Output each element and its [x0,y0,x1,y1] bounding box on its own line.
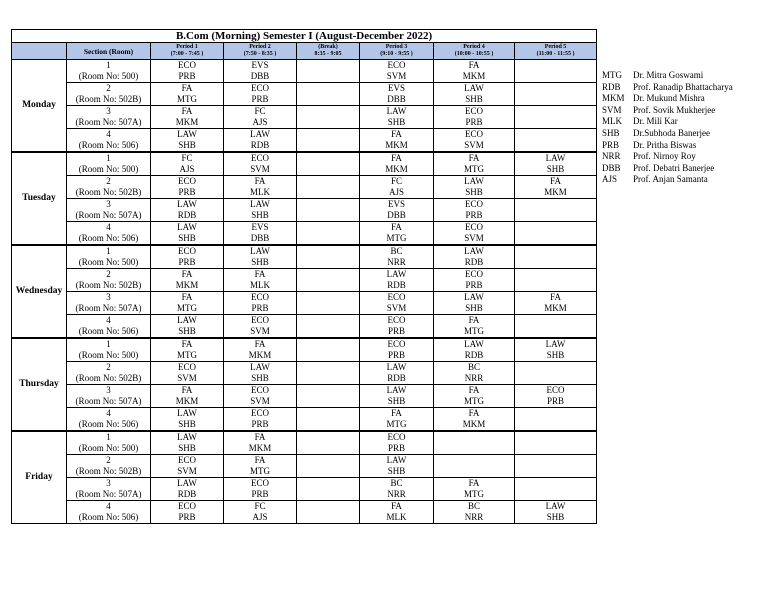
class-cell [515,199,597,222]
break-cell [297,362,360,385]
class-cell [515,106,597,129]
table-row [12,222,597,246]
header-row [12,43,597,60]
class-cell: ECO PRB [360,315,434,339]
legend-code: MLK [602,116,622,127]
class-cell: ECO PRB [151,60,224,83]
class-cell: LAW SHB [151,222,224,246]
class-cell: LAW SHB [151,431,224,455]
break-cell [297,199,360,222]
class-cell: BC NRR [434,501,515,524]
class-cell: ECO PRB [360,431,434,455]
class-cell: LAW SHB [224,245,297,269]
break-cell [297,245,360,269]
class-cell: EVS DBB [360,199,434,222]
legend-item [602,70,733,82]
legend-code: NRR [602,151,621,162]
table-row [12,83,597,106]
class-cell: FA MLK [224,269,297,292]
class-cell: BC NRR [360,245,434,269]
class-cell: LAW SHB [515,338,597,362]
class-cell: FA MLK [224,176,297,199]
legend-name: Dr. Mili Kar [633,116,678,127]
class-cell: LAW SHB [151,315,224,339]
legend-name: Prof. Sovik Mukherjee [633,104,716,115]
class-cell: FA MTG [151,83,224,106]
legend-name: Prof. Nirnoy Roy [633,151,696,162]
class-cell: EVS DBB [360,83,434,106]
class-cell [434,455,515,478]
legend-code: MKM [602,93,625,104]
class-cell [515,431,597,455]
class-cell: FC AJS [360,176,434,199]
class-cell: ECO SVM [151,455,224,478]
class-cell: BC NRR [434,362,515,385]
class-cell: FC AJS [151,152,224,176]
break-cell [297,106,360,129]
class-cell: LAW SHB [360,455,434,478]
timetable [11,29,597,524]
class-cell: ECO PRB [151,501,224,524]
section-cell: 3 (Room No: 507A) [67,385,151,408]
section-cell: 1 (Room No: 500) [67,338,151,362]
legend-item [602,128,733,140]
class-cell: ECO PRB [434,106,515,129]
class-cell: FA MTG [360,408,434,432]
class-cell: LAW SHB [151,408,224,432]
class-cell: ECO PRB [434,269,515,292]
period-header: Period 4 (10:00 - 10:55 ) [434,43,515,60]
table-row [12,152,597,176]
class-cell: LAW RDB [360,269,434,292]
break-cell [297,83,360,106]
legend-name: Prof. Ranadip Bhattacharya [633,81,733,92]
class-cell: FA MTG [434,478,515,501]
table-row [12,408,597,432]
break-cell [297,338,360,362]
class-cell: FA MKM [434,408,515,432]
section-cell: 3 (Room No: 507A) [67,478,151,501]
class-cell: BC NRR [360,478,434,501]
period-header: Period 1 (7:00 - 7:45 ) [151,43,224,60]
class-cell [515,60,597,83]
class-cell: ECO SVM [360,292,434,315]
table-row [12,106,597,129]
table-row [12,455,597,478]
class-cell: ECO PRB [151,176,224,199]
day-header [12,43,67,60]
legend-name: Prof. Anjan Samanta [633,174,708,185]
class-cell: LAW RDB [434,245,515,269]
class-cell: FC AJS [224,106,297,129]
class-cell [515,478,597,501]
section-cell: 1 (Room No: 500) [67,431,151,455]
class-cell: FA MKM [151,269,224,292]
class-cell: LAW SHB [151,129,224,153]
section-cell: 4 (Room No: 506) [67,501,151,524]
section-cell: 1 (Room No: 500) [67,152,151,176]
break-cell [297,431,360,455]
legend-code: SVM [602,104,622,115]
section-cell: 2 (Room No: 502B) [67,362,151,385]
legend-name: Prof. Debatri Banerjee [633,162,715,173]
class-cell: FA MKM [151,106,224,129]
legend-name: Dr. Mukund Mishra [633,93,705,104]
legend-item [602,163,733,175]
period-header: Period 2 (7:50 - 8:35 ) [224,43,297,60]
legend-code: RDB [602,81,621,92]
class-cell: LAW SHB [224,199,297,222]
class-cell: FA MTG [360,222,434,246]
class-cell: FA MKM [224,338,297,362]
section-cell: 3 (Room No: 507A) [67,199,151,222]
section-cell: 4 (Room No: 506) [67,408,151,432]
legend-name: Dr. Mitra Goswami [633,70,704,80]
class-cell: LAW RDB [434,338,515,362]
section-cell: 3 (Room No: 507A) [67,292,151,315]
class-cell [515,362,597,385]
table-row [12,129,597,153]
class-cell [515,269,597,292]
class-cell: LAW SHB [360,385,434,408]
class-cell: FA MKM [360,152,434,176]
table-row [12,60,597,83]
day-label: Friday [12,431,67,524]
class-cell: FA MTG [224,455,297,478]
class-cell: ECO PRB [151,245,224,269]
day-label: Wednesday [12,245,67,338]
section-cell: 4 (Room No: 506) [67,129,151,153]
class-cell: FA MTG [434,385,515,408]
break-cell [297,478,360,501]
class-cell: FA MKM [224,431,297,455]
break-cell [297,129,360,153]
class-cell: ECO SVM [224,152,297,176]
class-cell: LAW SHB [515,152,597,176]
section-cell: 1 (Room No: 500) [67,245,151,269]
break-cell [297,152,360,176]
section-cell: 2 (Room No: 502B) [67,176,151,199]
class-cell: FA MKM [515,292,597,315]
class-cell: FA MKM [360,129,434,153]
table-row [12,315,597,339]
class-cell: ECO PRB [224,292,297,315]
class-cell: ECO PRB [224,83,297,106]
section-cell: 4 (Room No: 506) [67,315,151,339]
break-cell [297,222,360,246]
legend-code: MTG [602,70,622,80]
legend-item [602,105,733,117]
class-cell: ECO PRB [434,199,515,222]
class-cell: ECO PRB [360,338,434,362]
timetable-title: B.Com (Morning) Semester I (August-December 2022) [12,30,597,43]
class-cell: ECO PRB [224,408,297,432]
legend-code: PRB [602,139,620,150]
class-cell: LAW SHB [434,83,515,106]
class-cell: LAW RDB [224,129,297,153]
class-cell: ECO SVM [360,60,434,83]
legend-item [602,151,733,163]
class-cell: FA MTG [434,315,515,339]
legend-code: DBB [602,162,621,173]
class-cell: FA MKM [151,385,224,408]
class-cell [515,129,597,153]
class-cell: LAW SHB [224,362,297,385]
section-cell: 2 (Room No: 502B) [67,83,151,106]
class-cell: EVS DBB [224,222,297,246]
class-cell: LAW RDB [360,362,434,385]
section-cell: 2 (Room No: 502B) [67,455,151,478]
legend-item [602,116,733,128]
table-row [12,269,597,292]
break-cell [297,269,360,292]
legend-code: SHB [602,127,620,138]
table-row [12,292,597,315]
class-cell: ECO SVM [224,385,297,408]
break-cell [297,455,360,478]
break-header: (Break) 8:35 - 9:05 [297,43,360,60]
class-cell: LAW SHB [515,501,597,524]
class-cell: FA MKM [515,176,597,199]
class-cell: LAW RDB [151,478,224,501]
section-cell: 2 (Room No: 502B) [67,269,151,292]
class-cell: FA MTG [151,338,224,362]
class-cell: LAW SHB [434,176,515,199]
day-label: Monday [12,60,67,153]
class-cell [515,315,597,339]
table-row [12,431,597,455]
legend-name: Dr. Pritha Biswas [633,139,697,150]
class-cell: ECO SVM [151,362,224,385]
day-label: Tuesday [12,152,67,245]
class-cell: FA MLK [360,501,434,524]
section-cell: 1 (Room No: 500) [67,60,151,83]
legend-item [602,82,733,94]
break-cell [297,60,360,83]
table-row [12,176,597,199]
break-cell [297,292,360,315]
break-cell [297,315,360,339]
legend-code: AJS [602,174,618,185]
class-cell: ECO PRB [515,385,597,408]
class-cell [515,83,597,106]
break-cell [297,176,360,199]
table-row [12,478,597,501]
break-cell [297,385,360,408]
class-cell [434,431,515,455]
class-cell: ECO SVM [434,222,515,246]
legend-item [602,174,733,186]
section-cell: 4 (Room No: 506) [67,222,151,246]
class-cell: LAW SHB [360,106,434,129]
table-row [12,362,597,385]
section-header: Section (Room) [67,43,151,60]
class-cell: LAW SHB [434,292,515,315]
legend-item [602,140,733,152]
class-cell [515,455,597,478]
class-cell: EVS DBB [224,60,297,83]
period-header: Period 5 (11:00 - 11:55 ) [515,43,597,60]
break-cell [297,408,360,432]
table-row [12,501,597,524]
class-cell: FA MKM [434,60,515,83]
class-cell: FA MTG [434,152,515,176]
class-cell: FA MTG [151,292,224,315]
class-cell: FC AJS [224,501,297,524]
table-row [12,199,597,222]
day-label: Thursday [12,338,67,431]
class-cell [515,222,597,246]
legend-item [602,93,733,105]
table-row [12,338,597,362]
class-cell: LAW RDB [151,199,224,222]
class-cell: ECO SVM [434,129,515,153]
legend-name: Dr.Subhoda Banerjee [633,127,710,138]
break-cell [297,501,360,524]
period-header: Period 3 (9:10 - 9:55 ) [360,43,434,60]
class-cell [515,245,597,269]
table-row [12,385,597,408]
faculty-legend [602,70,733,186]
class-cell: ECO PRB [224,478,297,501]
table-row [12,245,597,269]
section-cell: 3 (Room No: 507A) [67,106,151,129]
class-cell: ECO SVM [224,315,297,339]
class-cell [515,408,597,432]
